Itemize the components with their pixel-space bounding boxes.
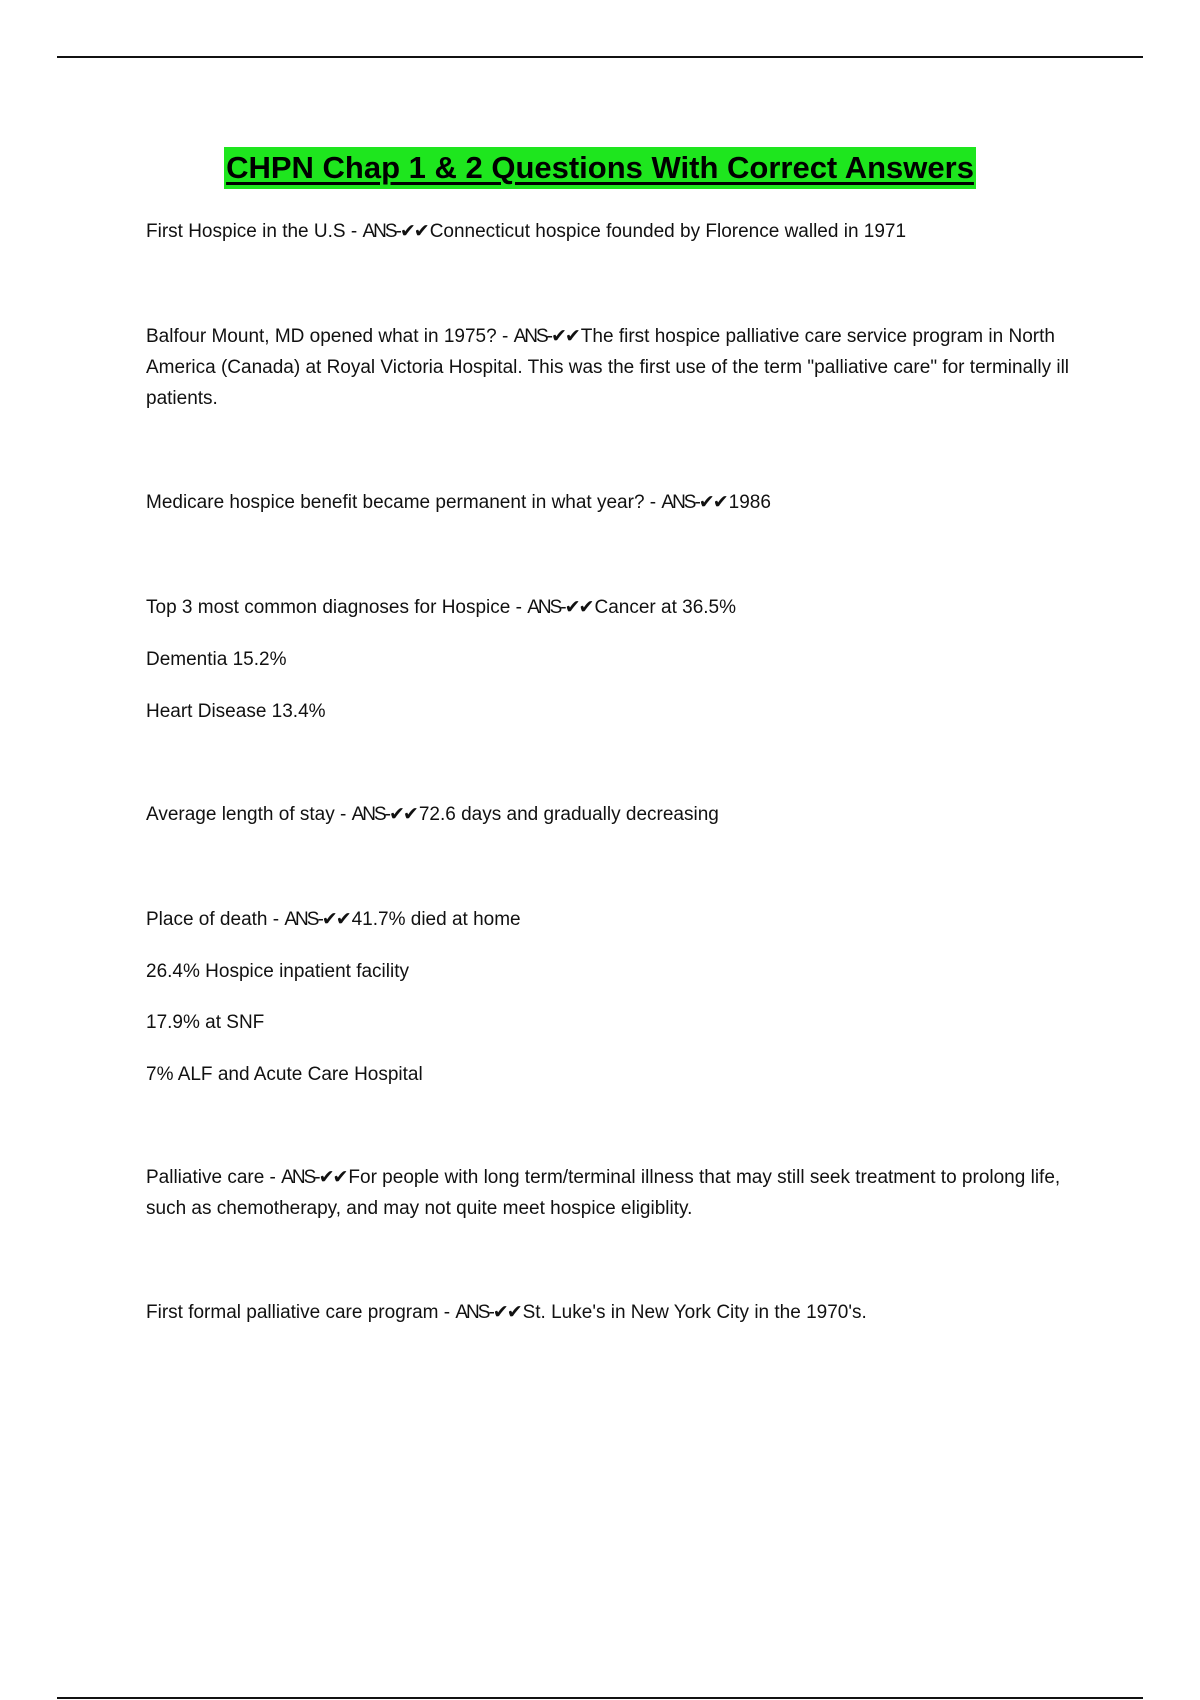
question-text: Medicare hospice benefit became permanent in what year? -: [146, 492, 662, 513]
answer-text: 41.7% died at home: [351, 909, 521, 930]
answer-marker: ANS-✔✔: [351, 804, 417, 825]
answer-text: The first hospice palliative care service program in North America (Canada) at Royal Victoria Hospital. This was the first use of the term "palliative care" for terminally ill patients.: [146, 326, 1070, 409]
answer-marker: ANS-✔✔: [661, 492, 727, 513]
footer-rule: [57, 1697, 1143, 1699]
qa-item-4: [146, 592, 1086, 623]
answer-marker: ANS-✔✔: [284, 909, 350, 930]
answer-text: Connecticut hospice founded by Florence walled in 1971: [429, 221, 907, 242]
question-text: Average length of stay -: [146, 804, 352, 825]
header-rule: [57, 56, 1143, 58]
document-title: CHPN Chap 1 & 2 Questions With Correct Answers: [224, 147, 976, 189]
question-text: Top 3 most common diagnoses for Hospice -: [146, 597, 528, 618]
qa-item-4-extra-1: Dementia 15.2%: [146, 649, 287, 670]
question-text: First Hospice in the U.S -: [146, 221, 363, 242]
qa-item-6: [146, 904, 1086, 935]
qa-item-2: [146, 321, 1086, 414]
qa-item-8: [146, 1297, 1086, 1328]
title-container: [0, 147, 1200, 189]
qa-item-3: [146, 487, 1086, 518]
qa-item-4-extra-2: Heart Disease 13.4%: [146, 701, 326, 722]
qa-item-5: [146, 799, 1086, 830]
answer-text: For people with long term/terminal illness that may still seek treatment to prolong life, such as chemotherapy, and may not quite meet hospice eligiblity.: [146, 1167, 1061, 1219]
answer-marker: ANS-✔✔: [362, 221, 428, 242]
answer-marker: ANS-✔✔: [527, 597, 593, 618]
question-text: Balfour Mount, MD opened what in 1975? -: [146, 326, 514, 347]
qa-item-1: [146, 216, 1086, 247]
answer-marker: ANS-✔✔: [513, 326, 579, 347]
qa-item-7: [146, 1162, 1086, 1224]
answer-text: St. Luke's in New York City in the 1970's.: [522, 1302, 867, 1323]
question-text: Place of death -: [146, 909, 285, 930]
question-text: First formal palliative care program -: [146, 1302, 456, 1323]
qa-item-6-extra-3: 7% ALF and Acute Care Hospital: [146, 1064, 423, 1085]
question-text: Palliative care -: [146, 1167, 282, 1188]
qa-item-6-extra-1: 26.4% Hospice inpatient facility: [146, 961, 409, 982]
answer-text: Cancer at 36.5%: [594, 597, 736, 618]
answer-text: 1986: [728, 492, 771, 513]
answer-marker: ANS-✔✔: [455, 1302, 521, 1323]
qa-item-6-extra-2: 17.9% at SNF: [146, 1012, 265, 1033]
answer-marker: ANS-✔✔: [281, 1167, 347, 1188]
answer-text: 72.6 days and gradually decreasing: [418, 804, 719, 825]
